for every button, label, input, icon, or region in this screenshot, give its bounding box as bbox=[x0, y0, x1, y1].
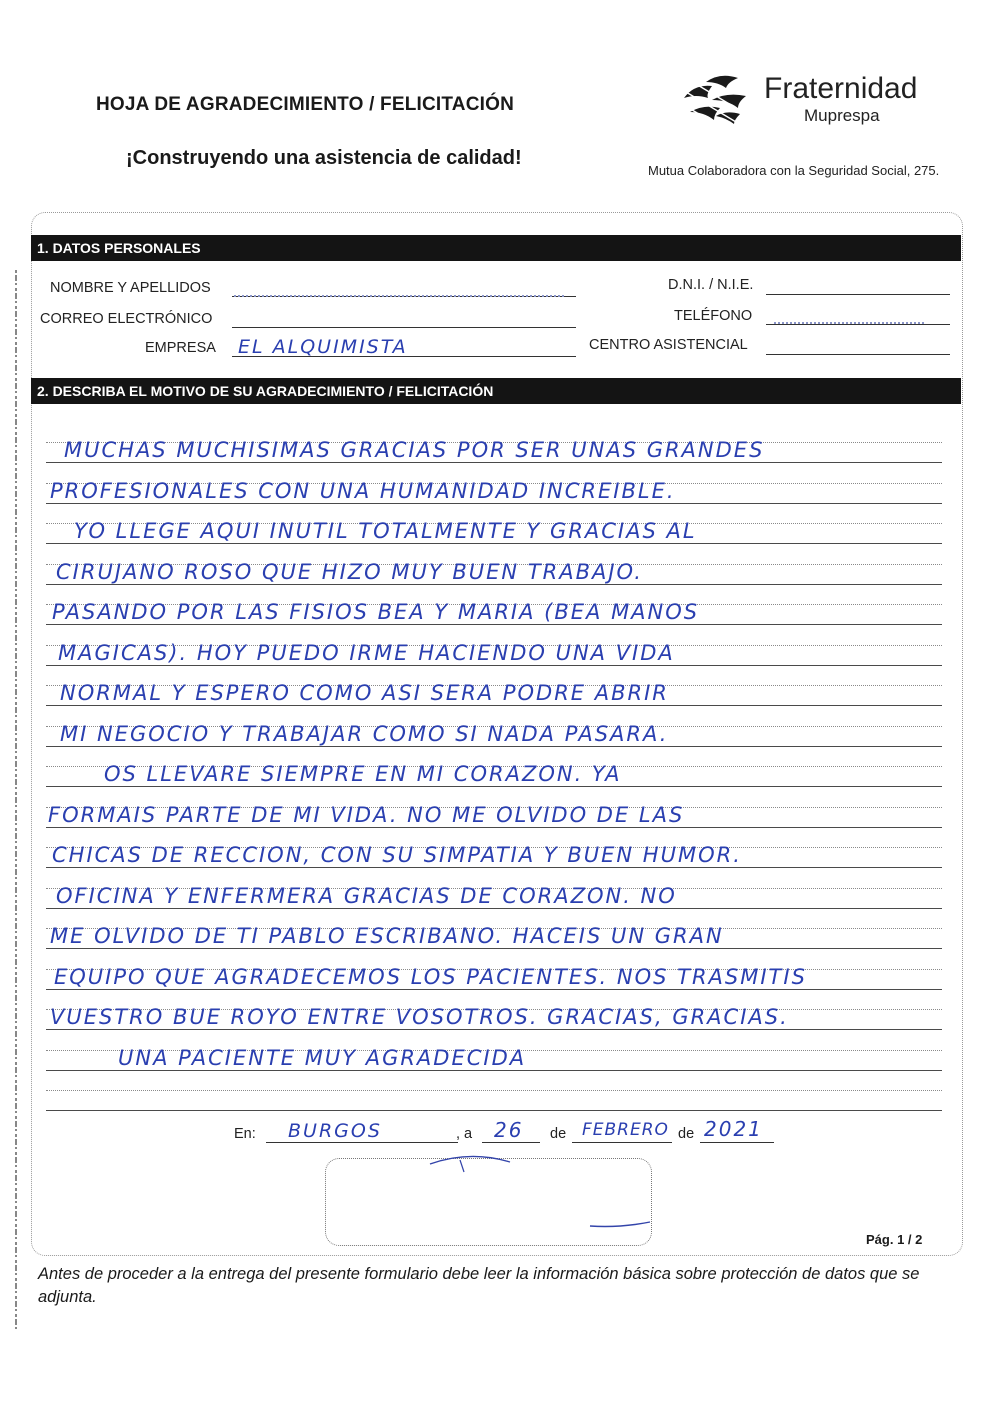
nombre-redacted bbox=[234, 291, 564, 297]
ruled-line bbox=[46, 1029, 942, 1030]
month-field[interactable] bbox=[572, 1142, 672, 1143]
message-line: OS LLEVARE SIEMPRE EN MI CORAZON. YA bbox=[104, 762, 622, 786]
dni-label: D.N.I. / N.I.E. bbox=[668, 277, 754, 293]
ruled-line bbox=[46, 1070, 942, 1071]
message-line: CIRUJANO ROSO QUE HIZO MUY BUEN TRABAJO. bbox=[56, 559, 643, 584]
message-line: PROFESIONALES CON UNA HUMANIDAD INCREIBLE. bbox=[50, 478, 676, 503]
signature-scribble bbox=[410, 1146, 670, 1236]
ruled-line bbox=[46, 503, 942, 504]
message-area[interactable] bbox=[46, 420, 942, 1100]
ruled-line bbox=[46, 746, 942, 747]
form-subtitle: ¡Construyendo una asistencia de calidad! bbox=[126, 147, 522, 169]
city-field[interactable] bbox=[266, 1142, 458, 1143]
message-line: NORMAL Y ESPERO COMO ASI SERA PODRE ABRIR bbox=[60, 681, 669, 705]
side-code-strip bbox=[9, 270, 23, 1330]
section1-header: 1. DATOS PERSONALES bbox=[31, 235, 961, 261]
ruled-guide-line bbox=[46, 1090, 942, 1091]
ruled-line bbox=[46, 665, 942, 666]
ruled-line bbox=[46, 584, 942, 585]
section2-header: 2. DESCRIBA EL MOTIVO DE SU AGRADECIMIENTO / FELICITACIÓN bbox=[31, 378, 961, 404]
ruled-line bbox=[46, 867, 942, 868]
page-number: Pág. 1 / 2 bbox=[866, 1232, 923, 1247]
ruled-line bbox=[46, 624, 942, 625]
year-value: 2021 bbox=[704, 1117, 763, 1141]
logo-subname: Muprespa bbox=[804, 106, 880, 125]
message-line: ME OLVIDO DE TI PABLO ESCRIBANO. HACEIS UN GRAN bbox=[50, 924, 724, 948]
day-field[interactable] bbox=[482, 1142, 540, 1143]
telefono-label: TELÉFONO bbox=[674, 308, 753, 324]
message-line: PASANDO POR LAS FISIOS BEA Y MARIA (BEA MANOS bbox=[52, 600, 700, 624]
privacy-notice: Antes de proceder a la entrega del presente formulario debe leer la información básica sobre protección de datos que se adjunta. bbox=[38, 1265, 920, 1306]
ruled-line bbox=[46, 948, 942, 949]
correo-field[interactable] bbox=[232, 327, 576, 328]
mutua-text: Mutua Colaboradora con la Seguridad Social, 275. bbox=[648, 163, 940, 178]
fraternidad-logo-mark bbox=[676, 72, 756, 132]
logo-name: Fraternidad bbox=[764, 72, 918, 105]
de-label-2: de bbox=[678, 1126, 695, 1142]
ruled-line bbox=[46, 989, 942, 990]
month-value: FEBRERO bbox=[582, 1120, 669, 1140]
message-line: OFICINA Y ENFERMERA GRACIAS DE CORAZON. NO bbox=[56, 883, 677, 908]
empresa-value: EL ALQUIMISTA bbox=[238, 336, 408, 358]
message-line: UNA PACIENTE MUY AGRADECIDA bbox=[118, 1045, 527, 1070]
ruled-line bbox=[46, 462, 942, 463]
telefono-redacted bbox=[774, 318, 924, 324]
telefono-field[interactable] bbox=[766, 324, 950, 325]
centro-label: CENTRO ASISTENCIAL bbox=[589, 337, 748, 353]
ruled-line bbox=[46, 705, 942, 706]
message-line: MI NEGOCIO Y TRABAJAR COMO SI NADA PASARA. bbox=[60, 721, 669, 746]
day-value: 26 bbox=[494, 1118, 524, 1142]
ruled-line bbox=[46, 543, 942, 544]
message-line: CHICAS DE RECCION, CON SU SIMPATIA Y BUEN HUMOR. bbox=[52, 843, 742, 867]
city-value: BURGOS bbox=[288, 1120, 382, 1142]
nombre-label: NOMBRE Y APELLIDOS bbox=[50, 280, 211, 296]
ruled-line bbox=[46, 827, 942, 828]
correo-label: CORREO ELECTRÓNICO bbox=[40, 311, 213, 327]
ruled-line bbox=[46, 908, 942, 909]
centro-field[interactable] bbox=[766, 354, 950, 355]
form-title: HOJA DE AGRADECIMIENTO / FELICITACIÓN bbox=[96, 94, 515, 115]
message-line: FORMAIS PARTE DE MI VIDA. NO ME OLVIDO DE LAS bbox=[48, 802, 685, 827]
empresa-label: EMPRESA bbox=[145, 340, 216, 356]
message-line: MUCHAS MUCHISIMAS GRACIAS POR SER UNAS GRANDES bbox=[64, 438, 765, 462]
message-line: YO LLEGE AQUI INUTIL TOTALMENTE Y GRACIAS AL bbox=[74, 519, 697, 543]
ruled-line bbox=[46, 786, 942, 787]
de-label-1: de bbox=[550, 1126, 567, 1142]
message-line: VUESTRO BUE ROYO ENTRE VOSOTROS. GRACIAS, GRACIAS. bbox=[50, 1005, 789, 1029]
dni-field[interactable] bbox=[766, 294, 950, 295]
message-line: EQUIPO QUE AGRADECEMOS LOS PACIENTES. NOS TRASMITIS bbox=[54, 964, 807, 989]
message-line: MAGICAS). HOY PUEDO IRME HACIENDO UNA VIDA bbox=[58, 640, 675, 665]
a-label: , a bbox=[456, 1126, 473, 1142]
year-field[interactable] bbox=[700, 1142, 774, 1143]
en-label: En: bbox=[234, 1126, 256, 1142]
ruled-line bbox=[46, 1110, 942, 1111]
